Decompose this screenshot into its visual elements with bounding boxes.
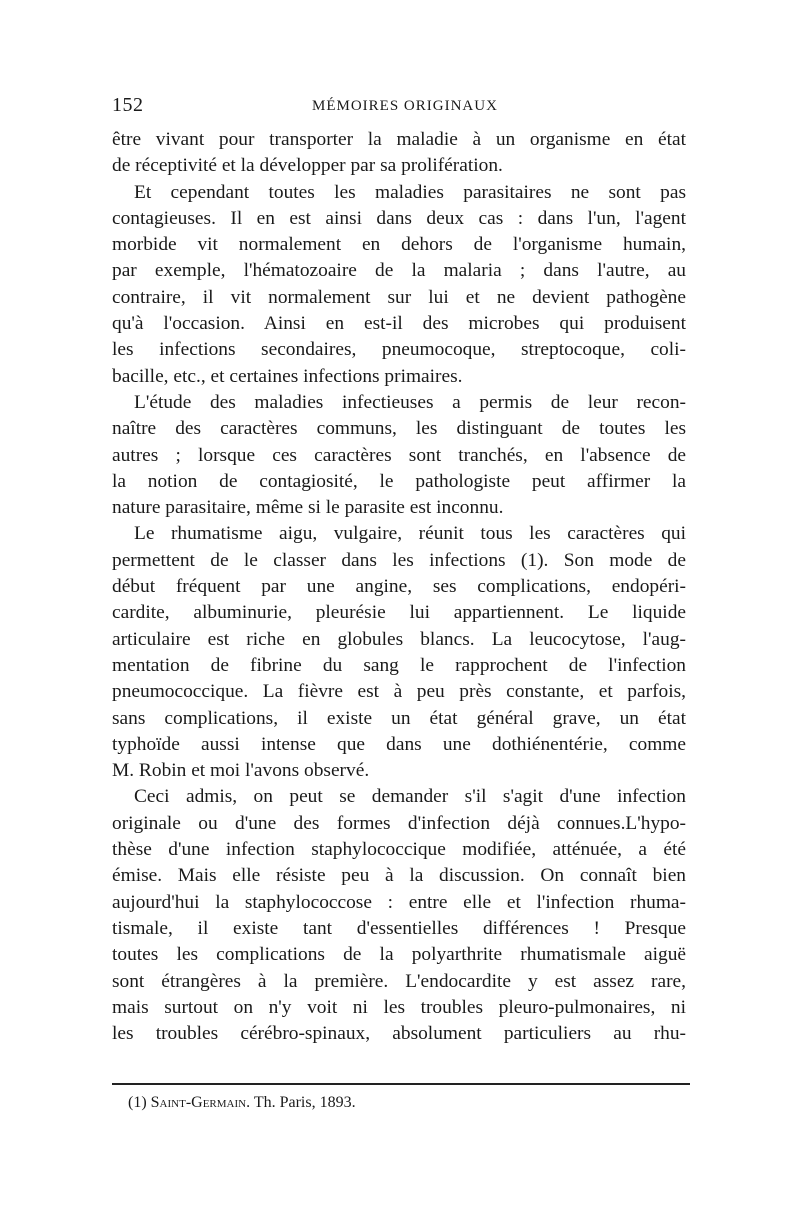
text-line: émise. Mais elle résiste peu à la discussion. On connaît bien [112, 865, 686, 887]
text-line: par exemple, l'hématozoaire de la malaria ; dans l'autre, au [112, 260, 686, 282]
text-line: L'étude des maladies infectieuses a permis de leur recon- [134, 391, 686, 413]
text-line: être vivant pour transporter la maladie à un organisme en état [112, 129, 686, 150]
text-line: tismale, il existe tant d'essentielles différences ! Presque [112, 917, 686, 939]
text-line: mais surtout on n'y voit ni les troubles pleuro-pulmonaires, ni [112, 996, 686, 1018]
footnote-author: Saint-Germain. [150, 1094, 251, 1111]
footnote [128, 1094, 356, 1112]
text-line: sont étrangères à la première. L'endocardite y est assez rare, [112, 970, 686, 992]
text-line: Le rhumatisme aigu, vulgaire, réunit tous les caractères qui [134, 523, 686, 545]
running-title: MÉMOIRES ORIGINAUX [312, 98, 498, 114]
page-header [112, 94, 692, 122]
text-line: cardite, albuminurie, pleurésie lui appartiennent. Le liquide [112, 602, 686, 624]
text-line: articulaire est riche en globules blancs. La leucocytose, l'aug- [112, 628, 686, 650]
footnote-reference: Th. Paris, 1893. [253, 1094, 356, 1111]
text-line: début fréquent par une angine, ses complications, endopéri- [112, 576, 686, 598]
footnote-divider [112, 1083, 690, 1085]
text-line: M. Robin et moi l'avons observé. [112, 760, 370, 782]
text-line: mentation de fibrine du sang le rapprochent de l'infection [112, 654, 686, 676]
text-line: la notion de contagiosité, le pathologiste peut affirmer la [112, 470, 686, 492]
text-line: les troubles cérébro-spinaux, absolument particuliers au rhu- [112, 1023, 686, 1045]
page-number: 152 [112, 94, 144, 116]
text-line: de réceptivité et la développer par sa prolifération. [112, 155, 503, 177]
text-line: thèse d'une infection staphylococcique modifiée, atténuée, a été [112, 839, 686, 861]
text-line: sans complications, il existe un état général grave, un état [112, 707, 686, 729]
text-line: pneumococcique. La fièvre est à peu près constante, et parfois, [112, 681, 686, 703]
text-line: les infections secondaires, pneumocoque, streptocoque, coli- [112, 339, 686, 361]
text-line: aujourd'hui la staphylococcose : entre elle et l'infection rhuma- [112, 891, 686, 913]
footnote-marker: (1) [128, 1094, 147, 1111]
text-line: contagieuses. Il en est ainsi dans deux cas : dans l'un, l'agent [112, 207, 686, 229]
text-line: permettent de le classer dans les infections (1). Son mode de [112, 549, 686, 571]
text-line: autres ; lorsque ces caractères sont tranchés, en l'absence de [112, 444, 686, 466]
text-line: typhoïde aussi intense que dans une dothiénentérie, comme [112, 733, 686, 755]
text-line: toutes les complications de la polyarthrite rhumatismale aiguë [112, 944, 686, 966]
text-line: nature parasitaire, même si le parasite est inconnu. [112, 497, 504, 519]
text-line: qu'à l'occasion. Ainsi en est-il des microbes qui produisent [112, 313, 686, 335]
text-line: naître des caractères communs, les distinguant de toutes les [112, 418, 686, 440]
text-line: contraire, il vit normalement sur lui et ne devient pathogène [112, 286, 686, 308]
body-text [112, 127, 686, 1047]
text-line: bacille, etc., et certaines infections primaires. [112, 365, 463, 387]
text-line: Et cependant toutes les maladies parasitaires ne sont pas [134, 181, 686, 203]
text-line: Ceci admis, on peut se demander s'il s'agit d'une infection [134, 786, 686, 808]
text-line: originale ou d'une des formes d'infection déjà connues.L'hypo- [112, 812, 686, 834]
text-line: morbide vit normalement en dehors de l'organisme humain, [112, 234, 686, 256]
